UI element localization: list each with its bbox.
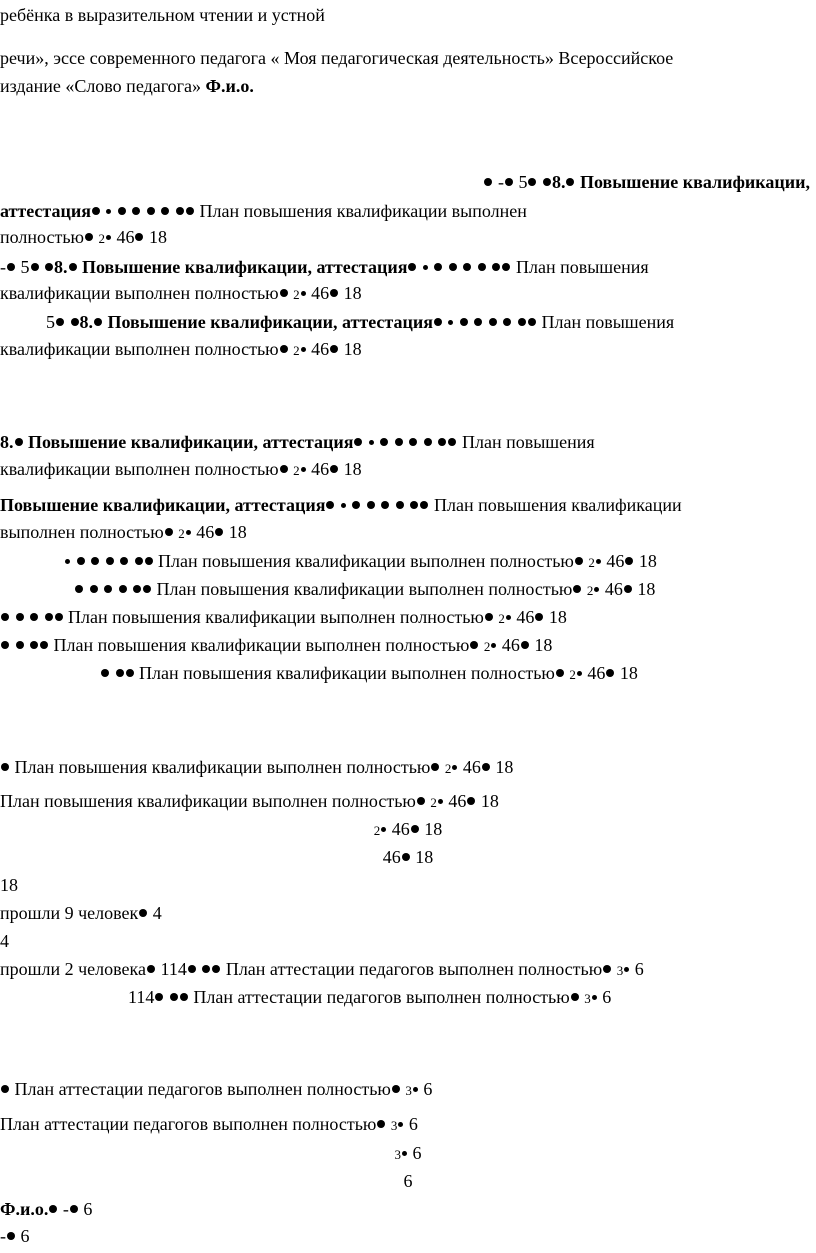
text-line-4 (483, 171, 810, 193)
text-fragment: полностью (0, 227, 84, 247)
bullet-dot-small-icon (624, 967, 629, 972)
text-fragment: выполнен полностью (0, 522, 164, 542)
bullet-dot-icon (417, 797, 425, 805)
text-line-19 (100, 662, 638, 686)
text-fragment: - (0, 257, 6, 277)
text-fragment: План повышения квалификации выполнен (199, 201, 527, 221)
text-fragment: 18 (534, 635, 553, 655)
text-fragment: 6 (83, 1199, 93, 1219)
bullet-dot-icon (55, 613, 63, 621)
text-fragment: - (62, 1199, 69, 1219)
text-line-3 (0, 75, 254, 97)
bullet-dot-icon (556, 669, 564, 677)
bullet-dot-icon (30, 641, 38, 649)
bullet-dot-icon (535, 613, 543, 621)
text-line-9 (46, 311, 674, 333)
bullet-dot-icon (1, 763, 9, 771)
text-fragment: 8. (54, 257, 68, 277)
text-fragment: 46 (382, 847, 401, 867)
text-line-17 (0, 606, 567, 630)
bullet-dot-icon (402, 853, 410, 861)
bullet-dot-icon (7, 263, 15, 271)
bullet-dot-icon (409, 438, 417, 446)
bullet-dot-small-icon (301, 467, 306, 472)
text-line-28 (128, 986, 611, 1010)
text-fragment: 3 (584, 991, 591, 1006)
text-fragment: 46 (516, 607, 535, 627)
bullet-dot-icon (478, 263, 486, 271)
bullet-dot-small-icon (438, 799, 443, 804)
text-fragment: 18 (638, 551, 657, 571)
text-fragment: Ф.и.о. (0, 1199, 49, 1219)
bullet-dot-small-icon (301, 347, 306, 352)
bullet-dot-icon (528, 178, 536, 186)
text-fragment: 6 (408, 1114, 418, 1134)
bullet-dot-icon (40, 641, 48, 649)
bullet-dot-icon (120, 557, 128, 565)
text-line-23 (0, 846, 816, 868)
bullet-dot-icon (438, 438, 446, 446)
bullet-dot-icon (1, 613, 9, 621)
bullet-dot-icon (45, 263, 53, 271)
bullet-dot-icon (94, 318, 102, 326)
bullet-dot-icon (126, 669, 134, 677)
text-line-5 (0, 200, 527, 222)
text-fragment: 18 (343, 459, 362, 479)
text-fragment: 2 (588, 555, 595, 570)
bullet-dot-icon (70, 1205, 78, 1213)
text-fragment: 18 (343, 283, 362, 303)
text-fragment: 6 (602, 987, 612, 1007)
text-fragment: План повышения квалификации выполнен полностью (158, 551, 574, 571)
text-fragment: 8. (0, 432, 14, 452)
text-fragment: - (497, 172, 504, 192)
text-fragment: издание «Слово педагога» (0, 76, 206, 96)
bullet-dot-icon (330, 345, 338, 353)
text-fragment: 3 (394, 1147, 401, 1162)
text-fragment: квалификации выполнен полностью (0, 339, 279, 359)
text-line-31 (0, 1142, 816, 1166)
text-fragment: Повышение квалификации, аттестация (107, 312, 433, 332)
bullet-dot-small-icon (186, 530, 191, 535)
text-fragment: 2 (178, 526, 185, 541)
bullet-dot-icon (354, 438, 362, 446)
text-fragment: квалификации выполнен полностью (0, 459, 279, 479)
text-fragment: 6 (412, 1143, 422, 1163)
bullet-dot-icon (411, 825, 419, 833)
bullet-dot-icon (463, 263, 471, 271)
bullet-dot-small-icon (381, 827, 386, 832)
bullet-dot-icon (188, 965, 196, 973)
text-fragment: 2 (293, 287, 300, 302)
bullet-dot-icon (30, 613, 38, 621)
text-fragment: План повышения (515, 257, 649, 277)
bullet-dot-icon (606, 669, 614, 677)
bullet-dot-icon (215, 528, 223, 536)
text-fragment: 18 (548, 607, 567, 627)
bullet-dot-small-icon (369, 440, 374, 445)
text-fragment: 18 (0, 875, 18, 895)
bullet-dot-icon (625, 557, 633, 565)
text-fragment: План повышения квалификации выполнен полностью (139, 663, 555, 683)
text-fragment: 114 (160, 959, 187, 979)
bullet-dot-icon (92, 207, 100, 215)
bullet-dot-icon (170, 993, 178, 1001)
bullet-dot-icon (571, 993, 579, 1001)
bullet-dot-icon (518, 318, 526, 326)
bullet-dot-icon (143, 585, 151, 593)
text-line-2 (0, 47, 673, 69)
bullet-dot-icon (395, 438, 403, 446)
text-fragment: квалификации выполнен полностью (0, 283, 279, 303)
text-fragment: План повышения квалификации выполнен полностью (14, 757, 431, 777)
bullet-dot-icon (505, 178, 513, 186)
bullet-dot-icon (280, 289, 288, 297)
text-fragment: План аттестации педагогов выполнен полностью (193, 987, 570, 1007)
bullet-dot-icon (352, 501, 360, 509)
text-line-15 (64, 550, 657, 574)
text-fragment: План повышения квалификации выполнен полностью (0, 791, 416, 811)
bullet-dot-icon (71, 318, 79, 326)
bullet-dot-icon (484, 178, 492, 186)
text-fragment: Повышение квалификации, (579, 172, 810, 192)
text-fragment: Повышение квалификации, аттестация (28, 432, 354, 452)
bullet-dot-icon (45, 613, 53, 621)
bullet-dot-icon (624, 585, 632, 593)
bullet-dot-small-icon (448, 320, 453, 325)
bullet-dot-icon (377, 1120, 385, 1128)
text-fragment: 46 (448, 791, 467, 811)
text-fragment: 2 (483, 639, 491, 654)
text-fragment: аттестация (0, 201, 91, 221)
text-fragment: 18 (619, 663, 638, 683)
text-fragment: 2 (444, 761, 452, 776)
text-fragment: План аттестации педагогов выполнен полностью (0, 1114, 377, 1134)
bullet-dot-small-icon (65, 559, 70, 564)
text-fragment: 18 (637, 579, 656, 599)
bullet-dot-small-icon (596, 559, 601, 564)
bullet-dot-icon (330, 289, 338, 297)
bullet-dot-icon (104, 585, 112, 593)
text-fragment: 46 (391, 819, 410, 839)
text-line-10 (0, 338, 362, 362)
text-fragment: Повышение квалификации, аттестация (82, 257, 408, 277)
text-fragment: - (0, 1226, 6, 1246)
bullet-dot-small-icon (594, 587, 599, 592)
bullet-dot-small-icon (577, 671, 582, 676)
bullet-dot-icon (431, 763, 439, 771)
text-line-21 (0, 790, 499, 814)
bullet-dot-icon (467, 797, 475, 805)
bullet-dot-icon (1, 641, 9, 649)
text-fragment: 18 (424, 819, 443, 839)
bullet-dot-icon (133, 585, 141, 593)
bullet-dot-icon (330, 465, 338, 473)
text-fragment: 46 (116, 227, 135, 247)
text-fragment: 2 (569, 667, 576, 682)
text-fragment: 46 (311, 339, 330, 359)
bullet-dot-icon (7, 1232, 15, 1240)
bullet-dot-icon (420, 501, 428, 509)
text-fragment: 18 (148, 227, 167, 247)
bullet-dot-icon (69, 263, 77, 271)
bullet-dot-icon (482, 763, 490, 771)
text-fragment: 18 (495, 757, 514, 777)
text-line-16 (74, 578, 655, 602)
bullet-dot-icon (106, 557, 114, 565)
bullet-dot-icon (367, 501, 375, 509)
text-fragment: 6 (634, 959, 644, 979)
bullet-dot-icon (573, 585, 581, 593)
text-fragment: 8. (551, 172, 566, 192)
text-fragment: План повышения (461, 432, 595, 452)
text-fragment: 114 (128, 987, 155, 1007)
bullet-dot-icon (326, 501, 334, 509)
bullet-dot-icon (492, 263, 500, 271)
bullet-dot-small-icon (592, 995, 597, 1000)
text-fragment: 2 (430, 795, 437, 810)
bullet-dot-icon (280, 465, 288, 473)
bullet-dot-icon (180, 993, 188, 1001)
text-fragment: План повышения квалификации выполнен полностью (68, 607, 484, 627)
bullet-dot-icon (91, 557, 99, 565)
bullet-dot-icon (410, 501, 418, 509)
bullet-dot-icon (135, 557, 143, 565)
bullet-dot-icon (161, 207, 169, 215)
bullet-dot-icon (380, 438, 388, 446)
text-line-12 (0, 458, 362, 482)
text-fragment: 46 (462, 757, 481, 777)
text-fragment: 6 (423, 1079, 433, 1099)
bullet-dot-icon (489, 318, 497, 326)
bullet-dot-icon (56, 318, 64, 326)
text-line-13 (0, 494, 682, 516)
text-fragment: прошли 9 человек (0, 903, 139, 923)
text-fragment: 46 (501, 635, 520, 655)
bullet-dot-icon (15, 438, 23, 446)
text-fragment: 8. (79, 312, 93, 332)
bullet-dot-icon (186, 207, 194, 215)
bullet-dot-icon (77, 557, 85, 565)
text-fragment: 18 (480, 791, 499, 811)
text-fragment: 46 (587, 663, 606, 683)
fio-bold: Ф.и.о. (205, 76, 254, 96)
text-line-26 (0, 930, 9, 952)
bullet-dot-icon (147, 965, 155, 973)
text-fragment: 2 (293, 343, 300, 358)
bullet-dot-icon (202, 965, 210, 973)
text-fragment: Повышение квалификации, аттестация (0, 495, 326, 515)
bullet-dot-icon (31, 263, 39, 271)
text-fragment: 6 (403, 1171, 413, 1191)
bullet-dot-icon (521, 641, 529, 649)
bullet-dot-icon (176, 207, 184, 215)
text-fragment: 4 (152, 903, 162, 923)
text-fragment: 3 (405, 1083, 412, 1098)
bullet-dot-icon (449, 263, 457, 271)
bullet-dot-icon (566, 178, 574, 186)
bullet-dot-icon (212, 965, 220, 973)
bullet-dot-icon (155, 993, 163, 1001)
text-fragment: речи», эссе современного педагога « Моя педагогическая деятельность» Всероссийское (0, 48, 674, 68)
bullet-dot-icon (280, 345, 288, 353)
bullet-dot-icon (75, 585, 83, 593)
bullet-dot-icon (434, 318, 442, 326)
bullet-dot-icon (16, 641, 24, 649)
bullet-dot-icon (448, 438, 456, 446)
text-fragment: 3 (390, 1118, 398, 1133)
bullet-dot-icon (434, 263, 442, 271)
text-fragment: 5 (20, 257, 30, 277)
bullet-dot-icon (502, 263, 510, 271)
text-line-24 (0, 874, 18, 896)
text-line-33 (0, 1198, 92, 1220)
bullet-dot-small-icon (301, 291, 306, 296)
text-line-1 (0, 4, 325, 26)
bullet-dot-icon (392, 1085, 400, 1093)
text-fragment: 5 (518, 172, 528, 192)
bullet-dot-small-icon (341, 503, 346, 508)
bullet-dot-icon (165, 528, 173, 536)
bullet-dot-icon (485, 613, 493, 621)
text-line-7 (0, 256, 649, 278)
bullet-dot-icon (85, 233, 93, 241)
text-fragment: 46 (311, 283, 330, 303)
text-fragment: ребёнка в выразительном чтении и устной (0, 5, 325, 25)
bullet-dot-icon (381, 501, 389, 509)
text-fragment: 2 (498, 611, 505, 626)
bullet-dot-icon (575, 557, 583, 565)
text-fragment: 3 (616, 963, 624, 978)
bullet-dot-icon (49, 1205, 57, 1213)
text-fragment: 46 (606, 551, 625, 571)
text-line-8 (0, 282, 362, 306)
bullet-dot-icon (90, 585, 98, 593)
bullet-dot-icon (460, 318, 468, 326)
text-line-20 (0, 756, 513, 780)
text-line-25 (0, 902, 162, 924)
text-fragment: 18 (343, 339, 362, 359)
bullet-dot-icon (132, 207, 140, 215)
bullet-dot-icon (119, 585, 127, 593)
bullet-dot-small-icon (413, 1087, 418, 1092)
text-line-27 (0, 958, 644, 982)
text-fragment: План повышения квалификации выполнен полностью (156, 579, 573, 599)
text-fragment: 18 (415, 847, 434, 867)
text-fragment: 6 (20, 1226, 30, 1246)
bullet-dot-icon (503, 318, 511, 326)
text-fragment: 46 (311, 459, 330, 479)
bullet-dot-icon (470, 641, 478, 649)
text-fragment: 46 (196, 522, 215, 542)
bullet-dot-icon (1, 1085, 9, 1093)
bullet-dot-icon (424, 438, 432, 446)
text-line-29 (0, 1078, 432, 1102)
text-fragment: 2 (373, 823, 381, 838)
bullet-dot-icon (118, 207, 126, 215)
bullet-dot-icon (603, 965, 611, 973)
text-fragment: 2 (586, 583, 594, 598)
bullet-dot-icon (16, 613, 24, 621)
bullet-dot-icon (135, 233, 143, 241)
bullet-dot-icon (101, 669, 109, 677)
bullet-dot-icon (528, 318, 536, 326)
bullet-dot-icon (116, 669, 124, 677)
text-line-11 (0, 431, 595, 453)
bullet-dot-small-icon (402, 1151, 407, 1156)
text-line-6 (0, 226, 167, 250)
text-fragment: План повышения (541, 312, 675, 332)
bullet-dot-icon (543, 178, 551, 186)
text-fragment: 2 (98, 231, 105, 246)
text-fragment: 18 (228, 522, 247, 542)
bullet-dot-icon (396, 501, 404, 509)
bullet-dot-small-icon (398, 1122, 403, 1127)
bullet-dot-icon (474, 318, 482, 326)
text-fragment: прошли 2 человека (0, 959, 146, 979)
text-line-32 (0, 1170, 816, 1192)
text-fragment: 2 (293, 463, 300, 478)
text-fragment: 5 (46, 312, 55, 332)
text-line-34 (0, 1225, 30, 1247)
text-fragment: План повышения квалификации выполнен полностью (53, 635, 470, 655)
text-line-30 (0, 1113, 418, 1137)
text-fragment: План аттестации педагогов выполнен полностью (14, 1079, 391, 1099)
text-fragment: План аттестации педагогов выполнен полностью (225, 959, 603, 979)
text-line-22 (0, 818, 816, 842)
text-line-14 (0, 521, 247, 545)
bullet-dot-small-icon (506, 615, 511, 620)
bullet-dot-small-icon (106, 209, 111, 214)
bullet-dot-small-icon (491, 643, 496, 648)
text-fragment: 4 (0, 931, 9, 951)
bullet-dot-icon (139, 909, 147, 917)
text-fragment: План повышения квалификации (433, 495, 682, 515)
bullet-dot-small-icon (423, 265, 428, 270)
bullet-dot-icon (145, 557, 153, 565)
text-fragment: 46 (604, 579, 623, 599)
bullet-dot-small-icon (106, 235, 111, 240)
bullet-dot-icon (408, 263, 416, 271)
bullet-dot-icon (147, 207, 155, 215)
text-line-18 (0, 634, 552, 658)
bullet-dot-small-icon (452, 765, 457, 770)
